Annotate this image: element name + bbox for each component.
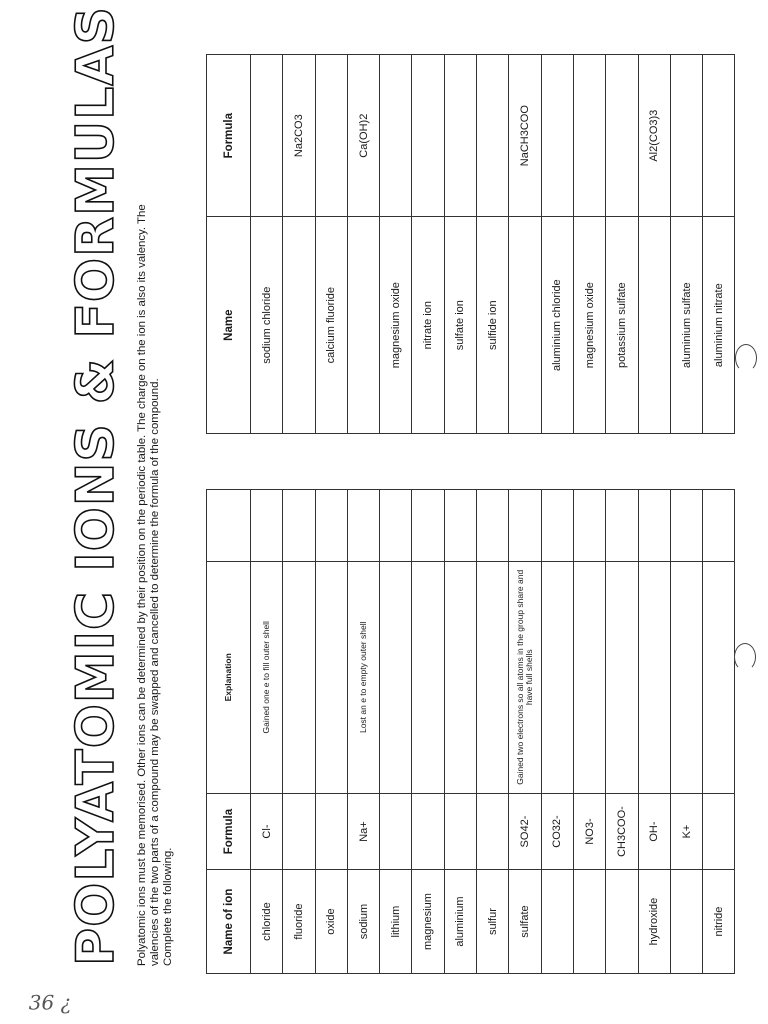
intro-line: Complete the following. bbox=[162, 847, 174, 966]
header-name: Name bbox=[207, 217, 251, 434]
compound-formula-cell: Na2CO3 bbox=[283, 55, 315, 217]
ion-explanation-cell bbox=[638, 561, 670, 793]
table-row bbox=[606, 490, 638, 974]
ion-name-cell: oxide bbox=[315, 870, 347, 974]
intro-line: valencies of the two parts of a compound may be swapped and cancelled to determine the formula of the compound. bbox=[149, 378, 161, 966]
ion-name-cell bbox=[606, 870, 638, 974]
ion-formula-cell: Na+ bbox=[347, 793, 379, 869]
table-row bbox=[509, 490, 541, 974]
compound-name-cell: potassium sulfate bbox=[606, 217, 638, 434]
compound-table-header bbox=[207, 55, 251, 434]
ion-blank-cell bbox=[315, 490, 347, 562]
compound-formula-cell bbox=[315, 55, 347, 217]
ion-formula-cell bbox=[444, 793, 476, 869]
ion-blank-cell bbox=[380, 490, 412, 562]
ion-explanation-cell bbox=[541, 561, 573, 793]
compound-formula-cell bbox=[251, 55, 283, 217]
table-row bbox=[477, 55, 509, 434]
compound-formula-cell bbox=[412, 55, 444, 217]
compound-name-cell: calcium fluoride bbox=[315, 217, 347, 434]
ion-name-cell: aluminium bbox=[444, 870, 476, 974]
ion-name-cell: sodium bbox=[347, 870, 379, 974]
compound-table bbox=[206, 54, 735, 434]
table-row bbox=[315, 490, 347, 974]
ion-blank-cell bbox=[541, 490, 573, 562]
table-row bbox=[703, 55, 735, 434]
ion-name-cell bbox=[573, 870, 605, 974]
punch-hole-icon bbox=[735, 344, 757, 372]
ion-blank-cell bbox=[638, 490, 670, 562]
table-row bbox=[412, 55, 444, 434]
table-row bbox=[477, 490, 509, 974]
header-name-of-ion: Name of ion bbox=[207, 870, 251, 974]
compound-name-cell bbox=[509, 217, 541, 434]
ion-formula-cell bbox=[315, 793, 347, 869]
compound-name-cell: aluminium sulfate bbox=[670, 217, 702, 434]
ion-blank-cell bbox=[573, 490, 605, 562]
table-row bbox=[251, 490, 283, 974]
intro-line: Polyatomic ions must be memorised. Other ions can be determined by their position on the periodic table. The charge on the ion is also its valency. The bbox=[136, 204, 148, 966]
table-row bbox=[573, 490, 605, 974]
table-row bbox=[412, 490, 444, 974]
compound-formula-cell bbox=[380, 55, 412, 217]
compound-formula-cell bbox=[444, 55, 476, 217]
ion-name-cell: magnesium bbox=[412, 870, 444, 974]
table-row bbox=[670, 55, 702, 434]
ion-blank-cell bbox=[283, 490, 315, 562]
ion-table bbox=[206, 489, 735, 974]
ion-name-cell: fluoride bbox=[283, 870, 315, 974]
compound-formula-cell bbox=[670, 55, 702, 217]
table-row bbox=[283, 55, 315, 434]
table-row bbox=[315, 55, 347, 434]
intro-text bbox=[136, 66, 175, 966]
compound-name-cell: sulfide ion bbox=[477, 217, 509, 434]
compound-name-cell: aluminium chloride bbox=[541, 217, 573, 434]
ion-blank-cell bbox=[412, 490, 444, 562]
ion-name-cell: hydroxide bbox=[638, 870, 670, 974]
header-formula: Formula bbox=[207, 793, 251, 869]
compound-name-cell bbox=[347, 217, 379, 434]
ion-blank-cell bbox=[606, 490, 638, 562]
compound-formula-cell bbox=[606, 55, 638, 217]
table-row bbox=[703, 490, 735, 974]
ion-name-cell: lithium bbox=[380, 870, 412, 974]
ion-blank-cell bbox=[251, 490, 283, 562]
ion-name-cell: sulfur bbox=[477, 870, 509, 974]
table-row bbox=[251, 55, 283, 434]
handwritten-page-number: 36 ¿ bbox=[28, 990, 72, 1015]
page-title: POLYATOMIC IONS & FORMULAS bbox=[66, 6, 126, 966]
header-explanation: Explanation bbox=[207, 561, 251, 793]
punch-hole-icon bbox=[734, 643, 756, 671]
compound-formula-cell bbox=[477, 55, 509, 217]
ion-name-cell bbox=[541, 870, 573, 974]
ion-explanation-cell: Gained two electrons so all atoms in the group share and have full shells bbox=[509, 561, 541, 793]
ion-formula-cell bbox=[283, 793, 315, 869]
compound-name-cell: magnesium oxide bbox=[380, 217, 412, 434]
ion-explanation-cell bbox=[315, 561, 347, 793]
ion-blank-cell bbox=[477, 490, 509, 562]
ion-formula-cell: SO42- bbox=[509, 793, 541, 869]
ion-blank-cell bbox=[347, 490, 379, 562]
compound-formula-cell: NaCH3COO bbox=[509, 55, 541, 217]
table-row bbox=[283, 490, 315, 974]
table-row bbox=[444, 490, 476, 974]
compound-name-cell: sodium chloride bbox=[251, 217, 283, 434]
compound-name-cell bbox=[638, 217, 670, 434]
table-row bbox=[573, 55, 605, 434]
ion-formula-cell bbox=[380, 793, 412, 869]
ion-explanation-cell bbox=[703, 561, 735, 793]
ion-name-cell bbox=[670, 870, 702, 974]
ion-blank-cell bbox=[444, 490, 476, 562]
ion-name-cell: sulfate bbox=[509, 870, 541, 974]
ion-explanation-cell bbox=[412, 561, 444, 793]
compound-formula-cell: Ca(OH)2 bbox=[347, 55, 379, 217]
header-blank bbox=[207, 490, 251, 562]
table-row bbox=[347, 55, 379, 434]
compound-formula-cell bbox=[573, 55, 605, 217]
header-formula: Formula bbox=[207, 55, 251, 217]
table-row bbox=[541, 55, 573, 434]
table-row bbox=[670, 490, 702, 974]
table-row bbox=[638, 490, 670, 974]
table-row bbox=[444, 55, 476, 434]
ion-explanation-cell bbox=[444, 561, 476, 793]
compound-name-cell bbox=[283, 217, 315, 434]
table-row bbox=[380, 55, 412, 434]
ion-formula-cell bbox=[477, 793, 509, 869]
compound-formula-cell: Al2(CO3)3 bbox=[638, 55, 670, 217]
ion-formula-cell: Cl- bbox=[251, 793, 283, 869]
ion-blank-cell bbox=[670, 490, 702, 562]
ion-formula-cell: K+ bbox=[670, 793, 702, 869]
ion-explanation-cell bbox=[283, 561, 315, 793]
ion-explanation-cell: Gained one e to fill outer shell bbox=[251, 561, 283, 793]
table-row bbox=[509, 55, 541, 434]
ion-name-cell: nitride bbox=[703, 870, 735, 974]
ion-formula-cell: CO32- bbox=[541, 793, 573, 869]
ion-explanation-cell: Lost an e to empty outer shell bbox=[347, 561, 379, 793]
ion-formula-cell: NO3- bbox=[573, 793, 605, 869]
compound-name-cell: sulfate ion bbox=[444, 217, 476, 434]
compound-name-cell: aluminium nitrate bbox=[703, 217, 735, 434]
ion-blank-cell bbox=[509, 490, 541, 562]
compound-formula-cell bbox=[703, 55, 735, 217]
ion-formula-cell: CH3COO- bbox=[606, 793, 638, 869]
compound-formula-cell bbox=[541, 55, 573, 217]
ion-formula-cell: OH- bbox=[638, 793, 670, 869]
table-row bbox=[380, 490, 412, 974]
ion-formula-cell bbox=[412, 793, 444, 869]
compound-table-body bbox=[251, 55, 735, 434]
ion-formula-cell bbox=[703, 793, 735, 869]
table-row bbox=[606, 55, 638, 434]
ion-explanation-cell bbox=[477, 561, 509, 793]
compound-name-cell: nitrate ion bbox=[412, 217, 444, 434]
ion-explanation-cell bbox=[573, 561, 605, 793]
table-row bbox=[347, 490, 379, 974]
ion-table-header bbox=[207, 490, 251, 974]
ion-explanation-cell bbox=[380, 561, 412, 793]
ion-explanation-cell bbox=[670, 561, 702, 793]
table-row bbox=[638, 55, 670, 434]
ion-explanation-cell bbox=[606, 561, 638, 793]
ion-name-cell: chloride bbox=[251, 870, 283, 974]
ion-table-body bbox=[251, 490, 735, 974]
table-row bbox=[541, 490, 573, 974]
ion-blank-cell bbox=[703, 490, 735, 562]
compound-name-cell: magnesium oxide bbox=[573, 217, 605, 434]
